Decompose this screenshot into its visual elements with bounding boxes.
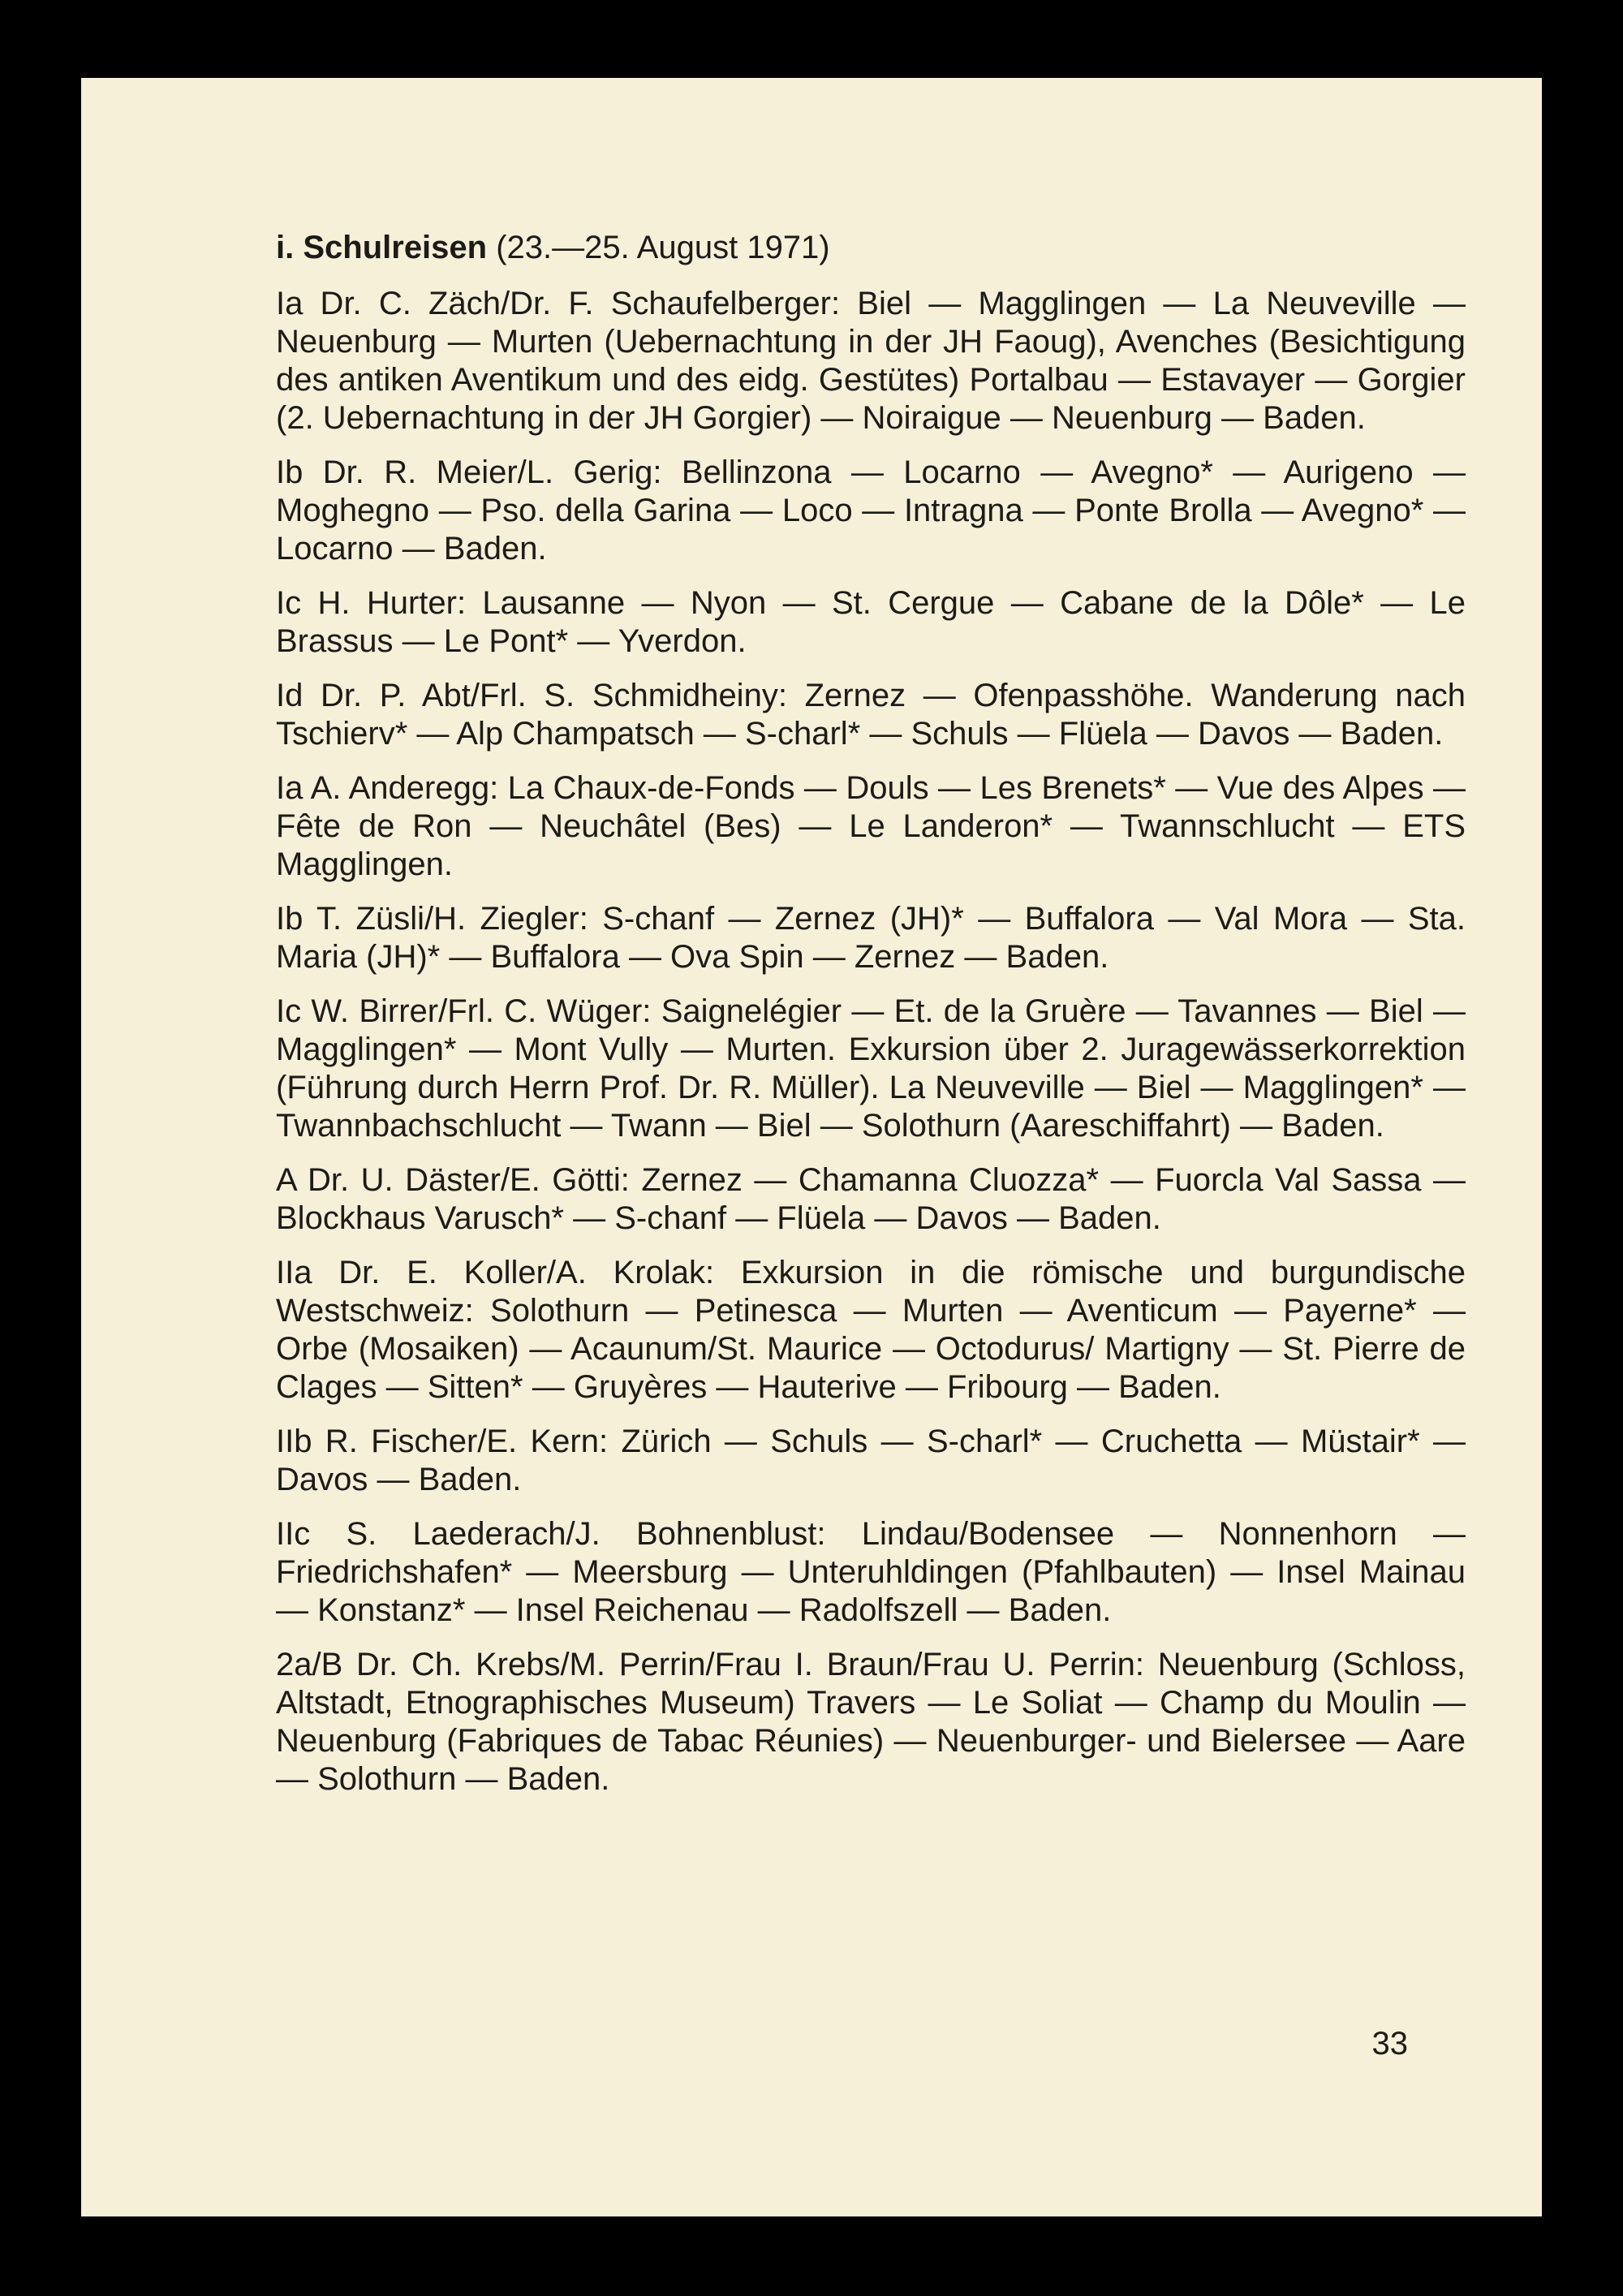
trip-entry: IIa Dr. E. Koller/A. Krolak: Exkursion in die römische und burgundische Westschweiz: Solothurn — Petinesca — Murten — Aventicum — Payerne* — Orbe (Mosaiken) — Acaunum/St. Maurice — Octodurus/ Martigny — St. Pierre de Clages — Sitten* — Gruyères — Hauterive — Fribourg — Baden. — [276, 1255, 1466, 1405]
section-heading — [276, 229, 1466, 267]
trip-entry: 2a/B Dr. Ch. Krebs/M. Perrin/Frau I. Braun/Frau U. Perrin: Neuenburg (Schloss, Altstadt, Etnographisches Museum) Travers — Le Soliat — Champ du Moulin — Neuenburg (Fabriques de Tabac Réunies) — Neuenburger- und Bielersee — Aare — Solothurn — Baden. — [276, 1647, 1466, 1797]
page-content — [276, 229, 1466, 1815]
page-number: 33 — [1371, 2026, 1408, 2061]
trip-entry: IIc S. Laederach/J. Bohnenblust: Lindau/Bodensee — Nonnenhorn — Friedrichshafen* — Meersburg — Unteruhldingen (Pfahlbauten) — Insel Mainau — Konstanz* — Insel Reichenau — Radolfszell — Baden. — [276, 1516, 1466, 1628]
trip-entry: Ib Dr. R. Meier/L. Gerig: Bellinzona — Locarno — Avegno* — Aurigeno — Moghegno — Pso. della Garina — Loco — Intragna — Ponte Brolla — Avegno* — Locarno — Baden. — [276, 454, 1466, 566]
trip-entry: IIb R. Fischer/E. Kern: Zürich — Schuls — S-charl* — Cruchetta — Müstair* — Davos — Baden. — [276, 1424, 1466, 1497]
section-title: i. Schulreisen — [276, 230, 488, 265]
section-dates: (23.—25. August 1971) — [496, 230, 830, 265]
document-page — [81, 78, 1542, 2216]
trip-entry: A Dr. U. Däster/E. Götti: Zernez — Chamanna Cluozza* — Fuorcla Val Sassa — Blockhaus Varusch* — S-chanf — Flüela — Davos — Baden. — [276, 1162, 1466, 1236]
trip-entry: Ia A. Anderegg: La Chaux-de-Fonds — Douls — Les Brenets* — Vue des Alpes — Fête de Ron — Neuchâtel (Bes) — Le Landeron* — Twannschlucht — ETS Magglingen. — [276, 770, 1466, 882]
trip-entry: Ic W. Birrer/Frl. C. Wüger: Saignelégier — Et. de la Gruère — Tavannes — Biel — Magglingen* — Mont Vully — Murten. Exkursion über 2. Juragewässerkorrektion (Führung durch Herrn Prof. Dr. R. Müller). La Neuveville — Biel — Magglingen* — Twannbachschlucht — Twann — Biel — Solothurn (Aareschiffahrt) — Baden. — [276, 993, 1466, 1144]
trip-entry: Ic H. Hurter: Lausanne — Nyon — St. Cergue — Cabane de la Dôle* — Le Brassus — Le Pont* — Yverdon. — [276, 585, 1466, 659]
trip-entry: Ib T. Züsli/H. Ziegler: S-chanf — Zernez (JH)* — Buffalora — Val Mora — Sta. Maria (JH)* — Buffalora — Ova Spin — Zernez — Baden. — [276, 901, 1466, 975]
trip-entry: Ia Dr. C. Zäch/Dr. F. Schaufelberger: Biel — Magglingen — La Neuveville — Neuenburg — Murten (Uebernachtung in der JH Faoug), Avenches (Besichtigung des antiken Aventikum und des eidg. Gestütes) Portalbau — Estavayer — Gorgier (2. Uebernachtung in der JH Gorgier) — Noiraigue — Neuenburg — Baden. — [276, 286, 1466, 436]
trip-entry: Id Dr. P. Abt/Frl. S. Schmidheiny: Zernez — Ofenpasshöhe. Wanderung nach Tschierv* — Alp Champatsch — S-charl* — Schuls — Flüela — Davos — Baden. — [276, 678, 1466, 752]
